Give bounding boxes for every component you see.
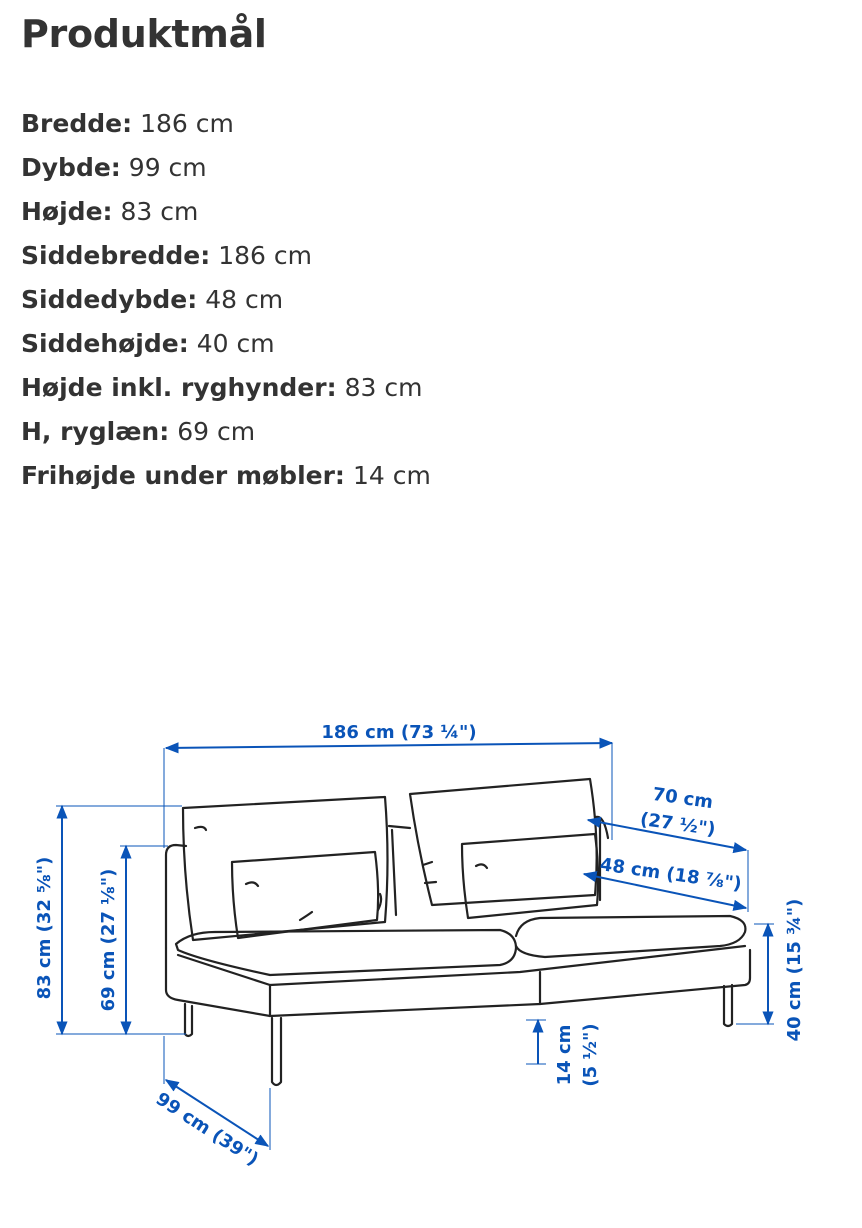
depth-dimension-label: 99 cm (39") xyxy=(151,1088,263,1171)
spec-row-siddehojde xyxy=(21,324,431,368)
spec-label: Siddebredde: xyxy=(21,241,211,270)
clearance-dimension-label-line2: (5 ½") xyxy=(580,1023,601,1087)
armrest-depth-label-line2: (27 ½") xyxy=(638,808,717,841)
spec-label: Bredde: xyxy=(21,109,133,138)
spec-label: Siddedybde: xyxy=(21,285,198,314)
armrest-depth-label-line1: 70 cm xyxy=(651,783,715,814)
seat-height-dimension-label: 40 cm (15 ¾") xyxy=(784,898,805,1042)
spec-value: 99 cm xyxy=(128,153,207,182)
spec-value: 83 cm xyxy=(344,373,423,402)
spec-row-dybde xyxy=(21,148,431,192)
spec-label: Dybde: xyxy=(21,153,121,182)
spec-value: 69 cm xyxy=(177,417,256,446)
spec-label: Højde: xyxy=(21,197,113,226)
clearance-dimension-label-line1: 14 cm xyxy=(554,1024,575,1086)
spec-row-siddebredde xyxy=(21,236,431,280)
spec-list xyxy=(21,104,431,500)
page-title: Produktmål xyxy=(21,12,267,56)
spec-row-bredde xyxy=(21,104,431,148)
spec-row-hojde xyxy=(21,192,431,236)
spec-value: 40 cm xyxy=(196,329,275,358)
width-dimension-label: 186 cm (73 ¼") xyxy=(321,722,477,743)
spec-value: 83 cm xyxy=(120,197,199,226)
spec-value: 48 cm xyxy=(205,285,284,314)
back-height-dimension-label: 69 cm (27 ⅛") xyxy=(98,868,119,1012)
spec-row-hojde-ryghynder xyxy=(21,368,431,412)
spec-label: H, ryglæn: xyxy=(21,417,170,446)
spec-row-frihojde xyxy=(21,456,431,500)
spec-label: Højde inkl. ryghynder: xyxy=(21,373,337,402)
spec-row-siddedybde xyxy=(21,280,431,324)
spec-value: 14 cm xyxy=(352,461,431,490)
spec-label: Frihøjde under møbler: xyxy=(21,461,345,490)
spec-row-ryglaen xyxy=(21,412,431,456)
spec-label: Siddehøjde: xyxy=(21,329,189,358)
spec-value: 186 cm xyxy=(140,109,234,138)
sofa-dimension-diagram xyxy=(0,690,862,1210)
spec-value: 186 cm xyxy=(218,241,313,270)
seat-depth-dimension-label: 48 cm (18 ⅞") xyxy=(598,854,743,895)
height-dimension-label: 83 cm (32 ⅝") xyxy=(34,856,55,1000)
